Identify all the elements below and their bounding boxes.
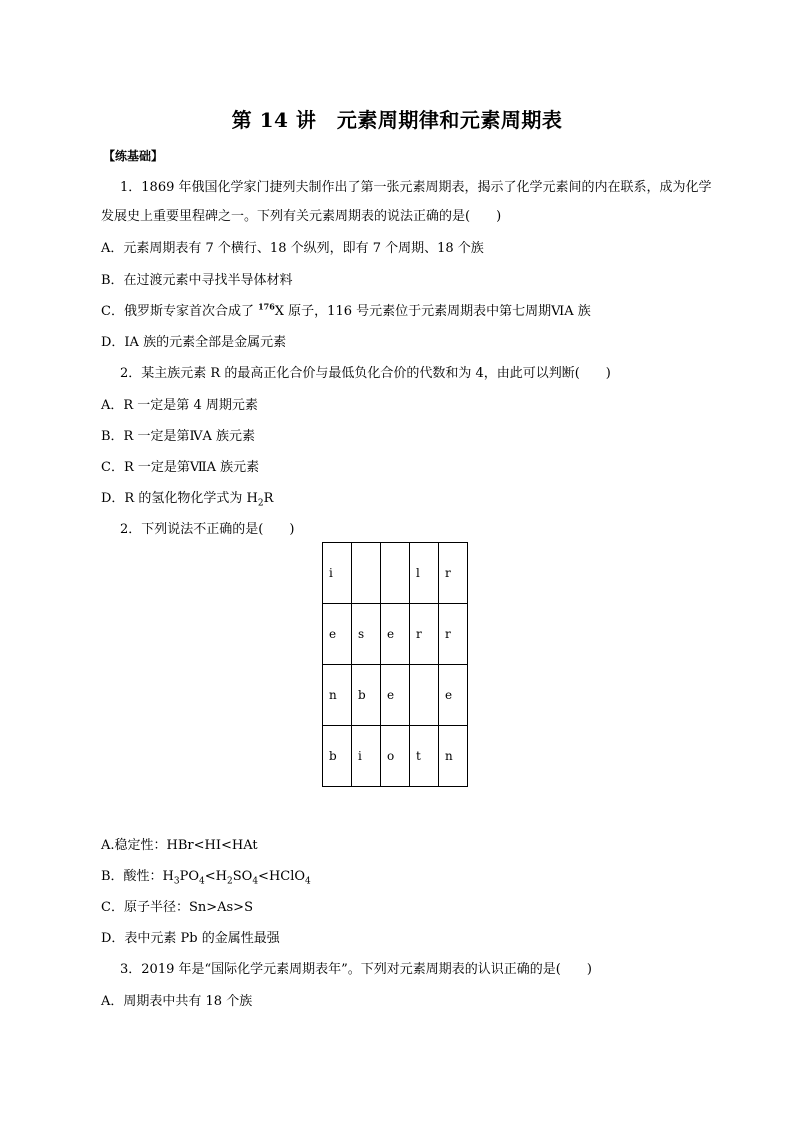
q1-option-c <box>101 300 591 319</box>
table-cell: r <box>410 604 439 665</box>
q2b-option-c: C．原子半径：Sn>As>S <box>101 900 253 915</box>
q2-option-d-post: R <box>263 491 274 506</box>
q2b-option-b-sub2: 4 <box>199 876 205 887</box>
table-cell: t <box>410 726 439 787</box>
q1-option-b: B．在过渡元素中寻找半导体材料 <box>101 273 293 288</box>
table-cell: l <box>410 543 439 604</box>
q1-option-d: D．ⅠA 族的元素全部是金属元素 <box>101 335 287 350</box>
q2b-option-b-mid1: PO <box>179 869 200 884</box>
q2b-option-b <box>101 865 311 887</box>
q2-option-b: B．R 一定是第ⅣA 族元素 <box>101 429 255 444</box>
table-cell: b <box>352 665 381 726</box>
table-row <box>323 604 468 665</box>
q3-option-a: A．周期表中共有 18 个族 <box>101 994 253 1009</box>
table-cell: r <box>439 604 468 665</box>
table-cell: s <box>352 604 381 665</box>
q1-option-a: A．元素周期表有 7 个横行、18 个纵列，即有 7 个周期、18 个族 <box>101 241 484 256</box>
q3-stem: 3．2019 年是“国际化学元素周期表年”。下列对元素周期表的认识正确的是( ) <box>120 962 592 977</box>
table-row <box>323 726 468 787</box>
table-row <box>323 543 468 604</box>
q2b-option-b-pre: B．酸性：H <box>101 869 174 884</box>
table-cell: e <box>381 604 410 665</box>
table-cell: i <box>352 726 381 787</box>
q2-option-d <box>101 487 273 509</box>
table-cell <box>381 543 410 604</box>
q2b-option-b-sub3: 2 <box>227 876 233 887</box>
q2b-option-b-mid4: <HClO <box>258 869 306 884</box>
table-cell: r <box>439 543 468 604</box>
q1-option-c-pre: C．俄罗斯专家首次合成了 <box>101 304 259 319</box>
q2-option-d-subscript: 2 <box>257 498 264 509</box>
table-cell: n <box>323 665 352 726</box>
table-cell <box>410 665 439 726</box>
table-cell <box>352 543 381 604</box>
q2b-option-a: A.稳定性：HBr<HI<HAt <box>101 838 258 853</box>
table-cell: i <box>323 543 352 604</box>
q2b-option-b-sub4: 4 <box>252 876 259 887</box>
q2b-option-b-sub1: 3 <box>173 876 180 887</box>
table-cell: n <box>439 726 468 787</box>
q2b-option-b-sub5: 4 <box>305 876 311 887</box>
section-heading: 【练基础】 <box>103 149 164 163</box>
table-cell: o <box>381 726 410 787</box>
q2b-stem: 2．下列说法不正确的是( ) <box>120 522 295 537</box>
element-table <box>322 542 468 787</box>
table-cell: e <box>381 665 410 726</box>
table-cell: e <box>439 665 468 726</box>
q2b-option-b-mid2: <H <box>204 869 227 884</box>
q1-stem-line1: 1．1869 年俄国化学家门捷列夫制作出了第一张元素周期表，揭示了化学元素间的内在联系，成为化学 <box>120 180 712 195</box>
q1-option-c-post: X 原子，116 号元素位于元素周期表中第七周期ⅥA 族 <box>274 304 591 319</box>
q2-option-a: A．R 一定是第 4 周期元素 <box>101 398 258 413</box>
q2b-option-d: D．表中元素 Pb 的金属性最强 <box>101 931 280 946</box>
table-cell: e <box>323 604 352 665</box>
q1-stem-line2: 发展史上重要里程碑之一。下列有关元素周期表的说法正确的是( ) <box>101 209 502 224</box>
q2-option-c: C．R 一定是第ⅦA 族元素 <box>101 460 260 475</box>
q1-option-c-superscript: 176 <box>258 301 275 312</box>
table-row <box>323 665 468 726</box>
q2b-option-b-mid3: SO <box>232 869 253 884</box>
page-title: 第 14 讲 元素周期律和元素周期表 <box>231 108 563 132</box>
table-cell: b <box>323 726 352 787</box>
q2-option-d-pre: D．R 的氢化物化学式为 H <box>101 491 258 506</box>
q2-stem: 2．某主族元素 R 的最高正化合价与最低负化合价的代数和为 4，由此可以判断( ) <box>120 366 611 381</box>
